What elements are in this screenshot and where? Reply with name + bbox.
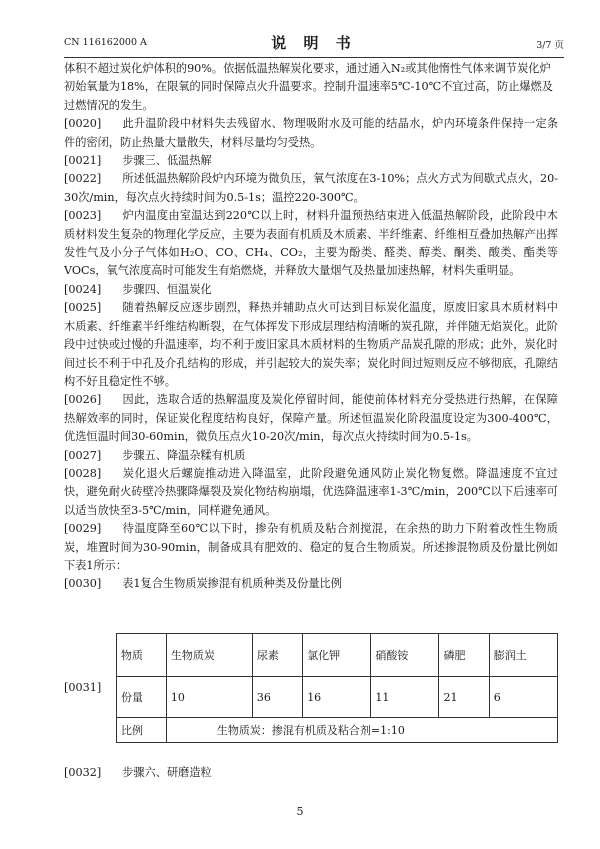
table-row	[117, 677, 558, 718]
patent-number: CN 116162000 A	[64, 37, 147, 48]
row-header-ratio: 比例	[117, 718, 167, 743]
ratio-cell: 生物质炭：掺混有机质及粘合剂=1:10	[166, 718, 557, 743]
paragraph-number: [0025]	[64, 301, 102, 315]
step-heading: 步骤六、研磨造粒	[122, 766, 212, 779]
table-cell: 16	[303, 677, 371, 718]
paragraph-text: 因此，选取合适的热解温度及炭化停留时间，能使前体材料充分受热进行热解，在保障热解效率的同时，保证炭化程度结构良好，保障产量。所述恒温炭化阶段温度设定为300-400℃，优选恒温时间30-60min，微负压点火10-20次/min，每次点火持续时间为0.5-1s。	[64, 393, 558, 444]
table-cell: 11	[371, 677, 439, 718]
paragraph-continuation	[64, 60, 558, 115]
page-number: 5	[296, 805, 304, 818]
paragraph-0021	[64, 152, 558, 170]
paragraph-0028	[64, 465, 558, 520]
paragraph-number: [0026]	[64, 393, 102, 407]
paragraph-number: [0032]	[64, 766, 102, 779]
table-block	[64, 633, 558, 761]
paragraph-number: [0029]	[64, 522, 102, 536]
paragraph-0023	[64, 207, 558, 281]
paragraph-text: 所述低温热解阶段炉内环境为微负压，氧气浓度在3-10%；点火方式为间歇式点火，20-30次/min，每次点火持续时间为0.5-1s；温控220-300℃。	[64, 172, 558, 204]
paragraph-number: [0031]	[64, 681, 102, 694]
paragraph-text: 炉内温度由室温达到220℃以上时，材料升温预热结束进入低温热解阶段，此阶段中木质材料发生复杂的物理化学反应，主要为表面有机质及木质素、半纤维素、纤维相互叠加热解产出挥发性气及小分子气体如H₂O、CO、CH₄、CO₂，主要为酚类、醛类、醇类、酮类、酸类、酯类等VOCs，氧气浓度高时可能发生有焰燃烧，并释放大量烟气及热量加速热解，材料失重明显。	[64, 209, 558, 278]
materials-table	[116, 633, 558, 743]
header-rule	[64, 57, 564, 58]
table-cell: 36	[252, 677, 302, 718]
row-header-amount: 份量	[117, 677, 167, 718]
paragraph-number: [0020]	[64, 117, 102, 131]
page-indicator: 3/7 页	[536, 40, 564, 51]
paragraph-0030	[64, 575, 558, 593]
step-heading: 步骤五、降温杂糅有机质	[122, 448, 246, 462]
table-cell: 膨润土	[489, 634, 557, 677]
step-heading: 步骤三、低温热解	[122, 154, 212, 168]
paragraph-0027	[64, 447, 558, 465]
table-cell: 磷肥	[439, 634, 489, 677]
paragraph-0029	[64, 520, 558, 575]
table-caption: 表1复合生物质炭掺混有机质种类及份量比例	[122, 577, 342, 591]
paragraph-number: [0021]	[64, 154, 102, 168]
paragraph-number: [0024]	[64, 282, 102, 296]
table-cell: 10	[166, 677, 252, 718]
step-heading: 步骤四、恒温炭化	[122, 282, 212, 296]
paragraph-number: [0027]	[64, 448, 102, 462]
table-cell: 6	[489, 677, 557, 718]
paragraph-0024	[64, 281, 558, 299]
document-title: 说 明 书	[271, 34, 357, 52]
paragraph-number: [0030]	[64, 577, 102, 591]
table-row	[117, 718, 558, 743]
row-header-material: 物质	[117, 634, 167, 677]
body-text-tail	[64, 764, 558, 782]
paragraph-number: [0022]	[64, 172, 102, 186]
paragraph-text: 此升温阶段中材料失去残留水、物理吸附水及可能的结晶水，炉内环境条件保持一定条件的密闭，防止热量大量散失，材料尽量均匀受热。	[64, 117, 558, 149]
paragraph-0022	[64, 170, 558, 207]
body-text	[64, 60, 558, 594]
paragraph-text: 待温度降至60℃以下时，掺杂有机质及粘合剂搅混，在余热的助力下附着改性生物质炭，堆置时间为30-90min，制备成具有肥效的、稳定的复合生物质炭。所述掺混物质及份量比例如下表1所示：	[64, 522, 558, 572]
paragraph-0032	[64, 764, 558, 782]
paragraph-text: 随着热解反应逐步剧烈，释热并辅助点火可达到目标炭化温度，原废旧家具木质材料中木质素、纤维素半纤维结构断裂，在气体挥发下形成层理结构清晰的炭孔隙，并伴随无焰炭化。此阶段中过快或过慢的升温速率，均不利于废旧家具木质材料的生物质产品炭孔隙的形成；此外，炭化时间过长不利于中孔及介孔结构的形成，并引起较大的炭失率；炭化时间过短则反应不够彻底，孔隙结构不好且稳定性不够。	[64, 301, 558, 388]
table-row	[117, 634, 558, 677]
paragraph-0026	[64, 391, 558, 446]
paragraph-0025	[64, 299, 558, 391]
paragraph-number: [0023]	[64, 209, 102, 223]
table-cell: 生物质炭	[166, 634, 252, 677]
paragraph-number: [0028]	[64, 466, 102, 480]
paragraph-text: 体积不超过炭化炉体积的90%。依据低温热解炭化要求，通过通入N₂或其他惰性气体来调节炭化炉初始氧量为18%，在限氧的同时保障点火升温要求。控制升温速率5℃-10℃不宜过高，防止爆燃及过燃情况的发生。	[64, 62, 553, 112]
paragraph-0020	[64, 115, 558, 152]
table-cell: 尿素	[252, 634, 302, 677]
table-cell: 硝酸铵	[371, 634, 439, 677]
page-header	[64, 34, 564, 52]
table-cell: 氯化钾	[303, 634, 371, 677]
table-cell: 21	[439, 677, 489, 718]
paragraph-text: 炭化退火后螺旋推动进入降温室，此阶段避免通风防止炭化物复燃。降温速度不宜过快，避免耐火砖壁冷热骤降爆裂及炭化物结构崩塌，优选降温速率1-3℃/min，200℃以下后速率可以适当放快至3-5℃/min，同样避免通风。	[64, 466, 558, 517]
